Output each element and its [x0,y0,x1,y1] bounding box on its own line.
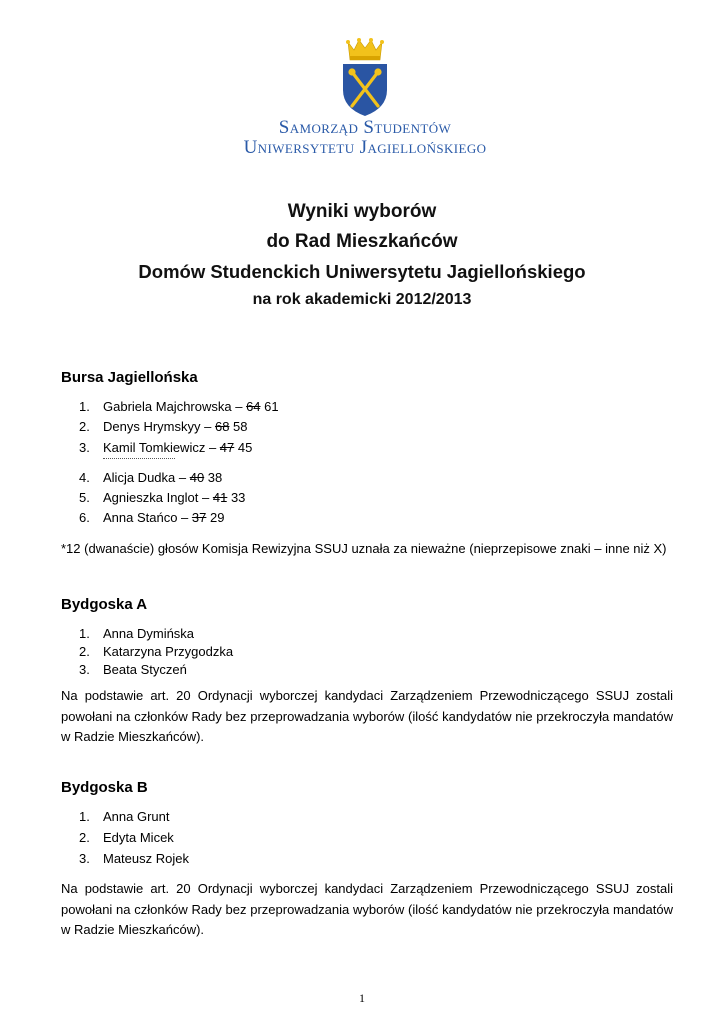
candidate-name: Mateusz Rojek [103,851,189,866]
list-number: 3. [79,662,90,677]
candidate-name: Gabriela Majchrowska – [103,399,247,414]
shield-icon [343,64,387,116]
list-number: 3. [79,851,90,866]
list-number: 2. [79,644,90,659]
struck-vote-count: 64 [246,399,261,414]
candidate-name: Alicja Dudka – [103,470,190,485]
struck-vote-count: 37 [191,510,207,525]
list-item [79,662,187,677]
list-number: 3. [79,440,90,455]
list-item [79,440,252,455]
list-item [79,490,245,505]
vote-count: 61 [260,399,279,414]
list-number: 2. [79,830,90,845]
struck-vote-count: 40 [189,470,205,485]
list-item [79,626,194,641]
org-name-line1: Samorząd Studentów [278,117,452,138]
document-title-line3: Domów Studenckich Uniwersytetu Jagiellońskiego [138,261,586,282]
document-title-line1: Wyniki wyborów [287,201,437,222]
candidate-name: Denys Hrymskyy – [103,419,215,434]
candidate-name: Agnieszka Inglot – [103,490,213,505]
list-number: 5. [79,490,90,505]
section-heading-bydgoska-b: Bydgoska B [61,779,148,796]
crown-icon [346,38,384,60]
list-number: 1. [79,399,90,414]
document-title-line2: do Rad Mieszkańców [266,231,458,252]
invalid-votes-note: *12 (dwanaście) głosów Komisja Rewizyjna SSUJ uznała za nieważne (nieprzepisowe znaki – inne niż X) [61,541,667,556]
vote-count: 58 [229,419,248,434]
paragraph-bydgoska-b: Na podstawie art. 20 Ordynacji wyborczej kandydaci Zarządzeniem Przewodniczącego SSUJ zostali powołani na członków Rady bez przeprowadzania wyborów (ilość kandydatów nie przekroczyła mandatów w Radzie Mieszkańców). [61,881,673,937]
list-item [79,809,170,824]
vote-count: 29 [206,510,225,525]
list-item [79,510,224,525]
section-heading-bursa: Bursa Jagiellońska [61,369,198,386]
list-number: 4. [79,470,90,485]
list-number: 2. [79,419,90,434]
candidate-name: Katarzyna Przygodzka [103,644,234,659]
list-item [79,851,189,866]
vote-count: 33 [227,490,246,505]
list-item [79,399,279,414]
page-number: 1 [359,991,365,1005]
university-crest-logo [339,38,391,118]
vote-count: 45 [234,440,253,455]
struck-vote-count: 47 [219,440,235,455]
candidate-name: Beata Styczeń [103,662,187,677]
list-item [79,644,233,659]
list-item [79,419,248,434]
list-item [79,830,174,845]
candidate-name: Anna Grunt [103,809,170,824]
struck-vote-count: 68 [214,419,230,434]
candidate-name: Anna Stańco – [103,510,192,525]
list-item [79,470,222,485]
document-subtitle: na rok akademicki 2012/2013 [252,291,472,308]
section-heading-bydgoska-a: Bydgoska A [61,596,148,613]
candidate-name: Kamil Tomkiewicz – [103,440,220,455]
candidate-name: Edyta Micek [103,830,174,845]
list-number: 1. [79,809,90,824]
candidate-name: Anna Dymińska [103,626,195,641]
paragraph-bydgoska-a: Na podstawie art. 20 Ordynacji wyborczej kandydaci Zarządzeniem Przewodniczącego SSUJ zostali powołani na członków Rady bez przeprowadzania wyborów (ilość kandydatów nie przekroczyła mandatów w Radzie Mieszkańców). [61,688,673,744]
list-number: 1. [79,626,90,641]
vote-count: 38 [204,470,223,485]
dotted-separator [103,458,175,459]
struck-vote-count: 41 [212,490,228,505]
list-number: 6. [79,510,90,525]
org-name-line2: Uniwersytetu Jagiellońskiego [243,137,487,158]
